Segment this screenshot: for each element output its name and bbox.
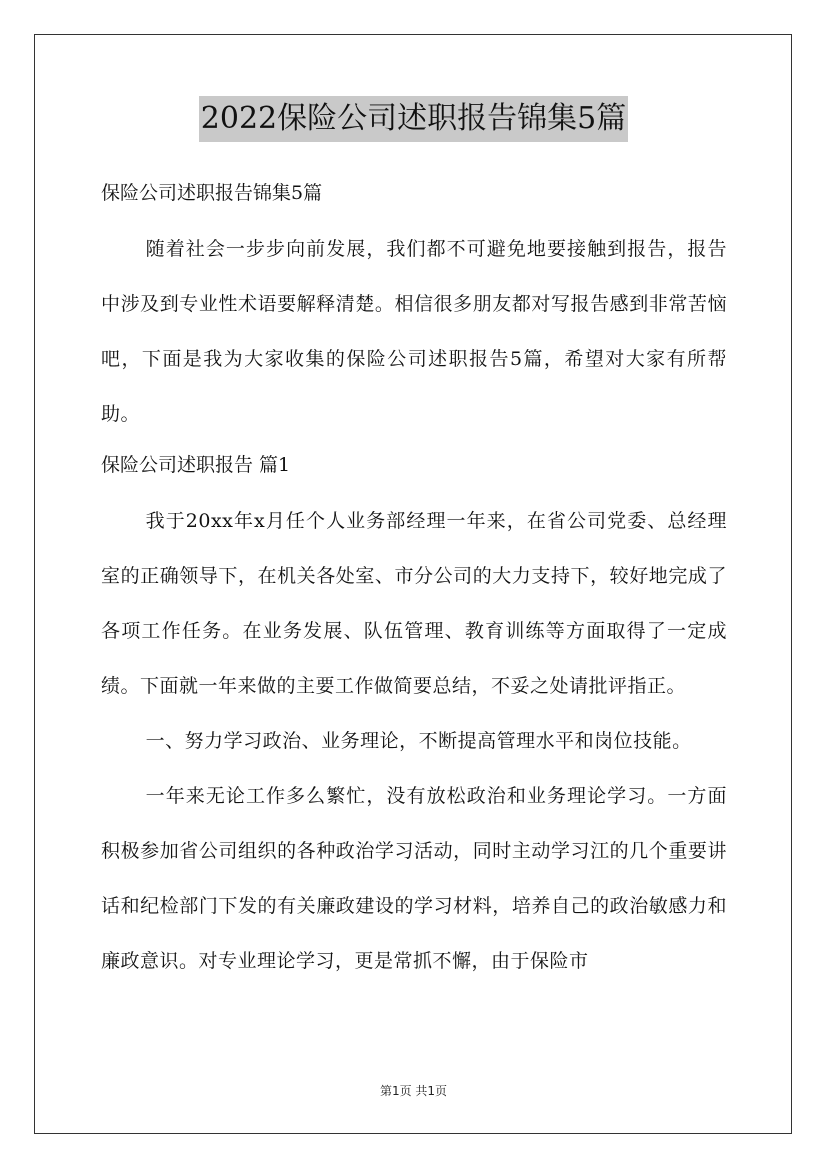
section-heading: 保险公司述职报告 篇1 <box>101 454 291 476</box>
body-paragraph-2: 一、努力学习政治、业务理论，不断提高管理水平和岗位技能。 <box>145 730 692 752</box>
title-container <box>0 96 827 142</box>
page-footer: 第1页 共1页 <box>379 1084 448 1098</box>
document-subtitle: 保险公司述职报告锦集5篇 <box>101 182 323 204</box>
document-title: 2022保险公司述职报告锦集5篇 <box>199 96 628 142</box>
body-paragraph-3: 一年来无论工作多么繁忙，没有放松政治和业务理论学习。一方面积极参加省公司组织的各种政治学习活动，同时主动学习江的几个重要讲话和纪检部门下发的有关廉政建设的学习材料，培养自己的政治敏感力和廉政意识。对专业理论学习，更是常抓不懈，由于保险市 <box>101 785 727 972</box>
document-body <box>101 176 727 989</box>
body-paragraph-1: 我于20xx年x月任个人业务部经理一年来，在省公司党委、总经理室的正确领导下，在机关各处室、市分公司的大力支持下，较好地完成了各项工作任务。在业务发展、队伍管理、教育训练等方面取得了一定成绩。下面就一年来做的主要工作做简要总结，不妥之处请批评指正。 <box>101 510 727 697</box>
intro-paragraph: 随着社会一步步向前发展，我们都不可避免地要接触到报告，报告中涉及到专业性术语要解释清楚。相信很多朋友都对写报告感到非常苦恼吧，下面是我为大家收集的保险公司述职报告5篇，希望对大家有所帮助。 <box>101 238 727 425</box>
